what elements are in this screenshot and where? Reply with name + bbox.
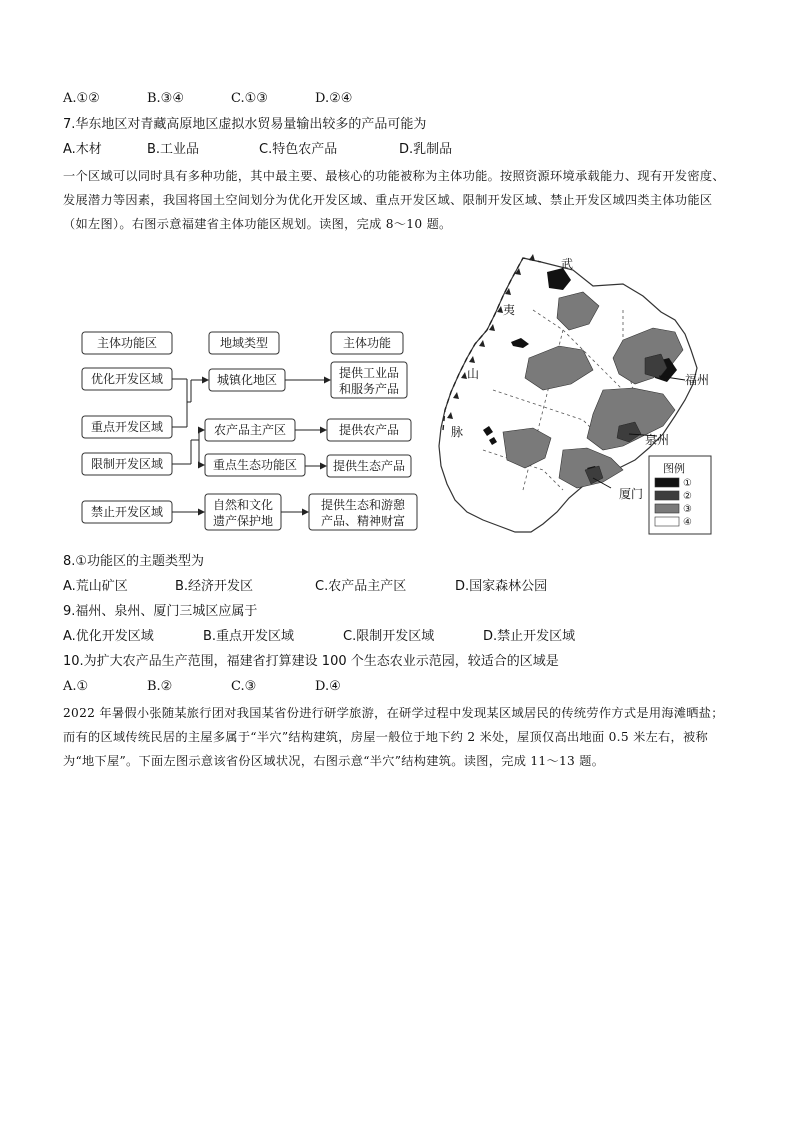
header-function-label: 主体功能 <box>342 336 392 350</box>
function-agri-label: 提供农产品 <box>338 423 400 437</box>
q7-option-d: D.乳制品 <box>399 142 453 157</box>
type-eco-label: 重点生态功能区 <box>212 458 298 472</box>
legend-item-2: ② <box>683 491 692 502</box>
figure-area <box>63 250 735 540</box>
q7-option-c: C.特色农产品 <box>259 142 338 157</box>
q10-option-d: D.④ <box>315 679 341 694</box>
q6-option-d: D.②④ <box>315 91 353 106</box>
type-heritage-label-1: 自然和文化 <box>212 498 274 512</box>
type-heritage-label-2: 遗产保护地 <box>212 514 274 528</box>
mountain-char-3: 山 <box>466 367 480 381</box>
q9-option-a: A.优化开发区域 <box>63 629 154 644</box>
city-quanzhou-label: 泉州 <box>645 433 670 447</box>
legend-item-3: ③ <box>683 504 692 515</box>
q9-option-c: C.限制开发区域 <box>343 629 435 644</box>
q10-option-b: B.② <box>147 679 173 694</box>
map-legend <box>649 456 711 534</box>
q7-option-a: A.木材 <box>63 142 102 157</box>
q10-option-c: C.③ <box>231 679 257 694</box>
legend-item-4: ④ <box>683 517 692 528</box>
type-urban-label: 城镇化地区 <box>216 373 278 387</box>
function-recreation-label-1: 提供生态和游憩 <box>320 498 406 512</box>
figure-svg <box>63 250 735 540</box>
zone-limit-label: 限制开发区域 <box>90 457 164 471</box>
function-industry-label-1: 提供工业品 <box>338 366 400 380</box>
function-recreation-label-2: 产品、精神财富 <box>320 514 406 528</box>
q10-option-a: A.① <box>63 679 89 694</box>
zone-optimize-label: 优化开发区域 <box>90 372 164 386</box>
city-xiamen-label: 厦门 <box>619 487 644 501</box>
q8-option-d: D.国家森林公园 <box>455 579 548 594</box>
mountain-char-2: 夷 <box>502 303 516 317</box>
q8-stem: 8.①功能区的主题类型为 <box>63 554 205 569</box>
q6-option-c: C.①③ <box>231 91 268 106</box>
q8-option-b: B.经济开发区 <box>175 579 254 594</box>
q8-option-a: A.荒山矿区 <box>63 579 128 594</box>
mountain-char-4: 脉 <box>450 425 464 439</box>
fujian-map <box>439 254 711 534</box>
q9-stem: 9.福州、泉州、厦门三城区应属于 <box>63 604 258 619</box>
q8-option-c: C.农产品主产区 <box>315 579 407 594</box>
legend-title: 图例 <box>663 462 685 475</box>
header-zone-label: 主体功能区 <box>96 336 158 350</box>
legend-item-1: ① <box>683 478 692 489</box>
q6-option-b: B.③④ <box>147 91 184 106</box>
zone-forbid-label: 禁止开发区域 <box>90 505 164 519</box>
q7-option-b: B.工业品 <box>147 142 200 157</box>
q7-stem: 7.华东地区对青藏高原地区虚拟水贸易量输出较多的产品可能为 <box>63 117 427 132</box>
city-fuzhou-label: 福州 <box>685 373 710 387</box>
intro-paragraph-2: 2022 年暑假小张随某旅行团对我国某省份进行研学旅游，在研学过程中发现某区域居民的传统劳作方式是用海滩晒盐；而有的区域传统民居的主屋多属于“半穴”结构建筑，房屋一般位于地下约 2 米处，屋顶仅高出地面 0.5 米左右，被称为“地下屋”。下面左图示意该省份区域状况，右图示意“半穴”结构建筑。读图，完成 11～13 题。 <box>63 706 724 768</box>
header-type-label: 地域类型 <box>219 336 269 350</box>
mountain-char-1: 武 <box>560 257 574 271</box>
function-industry-label-2: 和服务产品 <box>338 382 400 396</box>
flowchart-connectors <box>172 379 330 512</box>
intro-paragraph-1: 一个区域可以同时具有多种功能，其中最主要、最核心的功能被称为主体功能。按照资源环境承载能力、现有开发密度、发展潜力等因素，我国将国土空间划分为优化开发区域、重点开发区域、限制开发区域、禁止开发区域四类主体功能区（如左图）。右图示意福建省主体功能区规划。读图，完成 8～10 题。 <box>63 169 725 231</box>
q6-option-a: A.①② <box>63 91 100 106</box>
type-agri-label: 农产品主产区 <box>213 423 287 437</box>
zone-key-label: 重点开发区域 <box>90 420 164 434</box>
q9-option-d: D.禁止开发区域 <box>483 629 576 644</box>
q9-option-b: B.重点开发区域 <box>203 629 295 644</box>
function-eco-label: 提供生态产品 <box>332 459 406 473</box>
q10-stem: 10.为扩大农产品生产范围，福建省打算建设 100 个生态农业示范园，较适合的区域是 <box>63 654 559 669</box>
